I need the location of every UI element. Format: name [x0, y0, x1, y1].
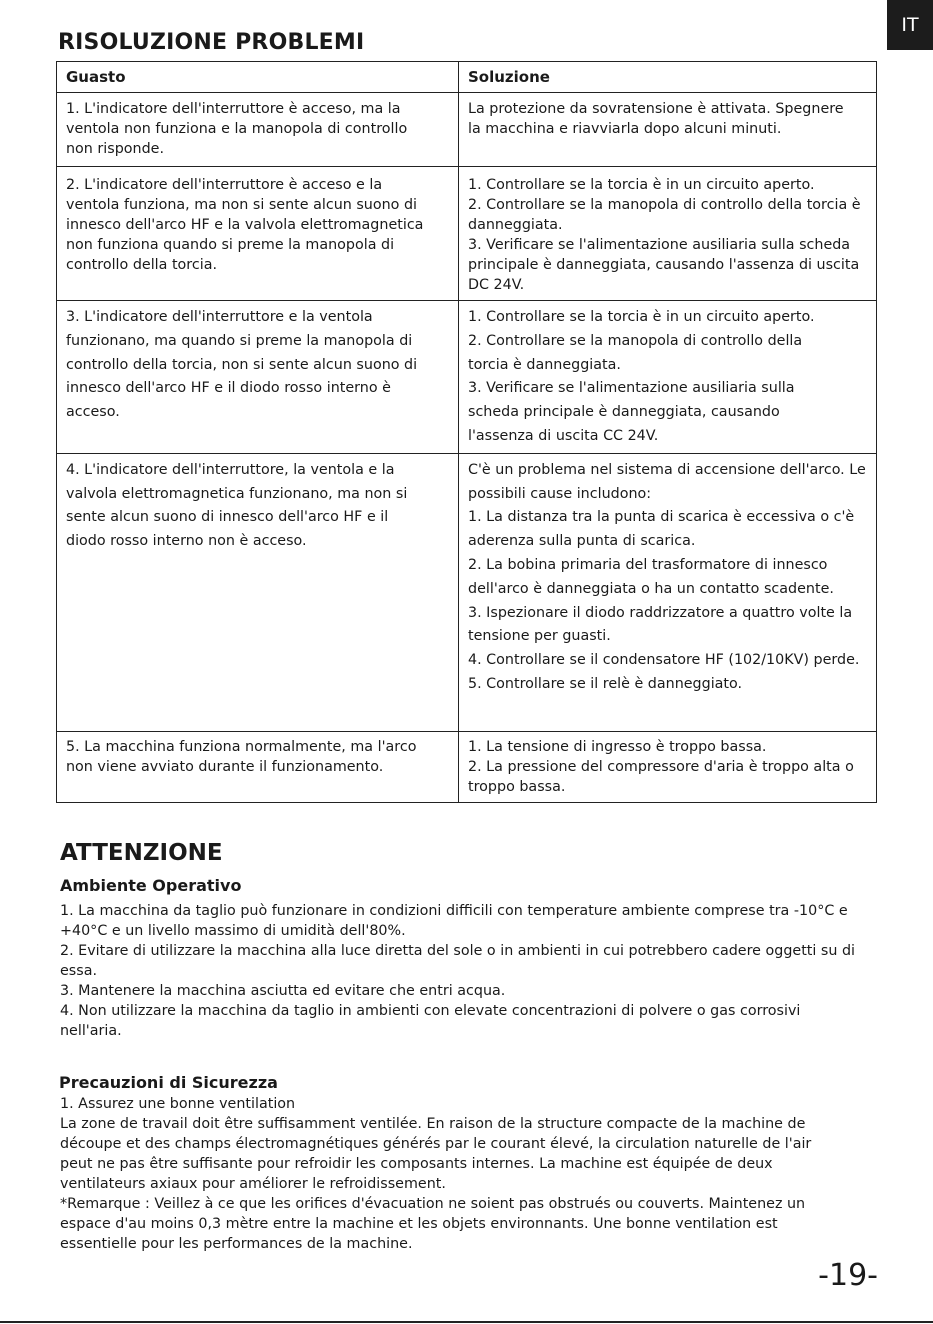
fault-cell: [57, 731, 459, 802]
text-line: controllo della torcia, non si sente alcun suono di: [66, 356, 418, 373]
fault-cell: [57, 301, 459, 454]
text-line: 3. Ispezionare il diodo raddrizzatore a quattro volte la: [468, 604, 853, 621]
text-line: 1. Controllare se la torcia è in un circuito aperto.: [468, 177, 815, 193]
bottom-divider: [0, 1321, 933, 1323]
text-line: controllo della torcia.: [66, 257, 217, 273]
text-line: La protezione da sovratensione è attivata. Spegnere: [468, 101, 844, 117]
text-line: 1. Assurez une bonne ventilation: [60, 1096, 296, 1112]
text-line: acceso.: [66, 404, 120, 421]
page-number: -19-: [818, 1258, 878, 1293]
text-line: tensione per guasti.: [468, 628, 611, 645]
text-line: non funziona quando si preme la manopola di: [66, 237, 395, 253]
text-line: 5. Controllare se il relè è danneggiato.: [468, 675, 743, 692]
header-fault: Guasto: [57, 62, 459, 93]
troubleshooting-table: [56, 61, 877, 803]
text-line: possibili cause includono:: [468, 485, 652, 502]
environment-heading: Ambiente Operativo: [60, 876, 242, 895]
text-line: 1. L'indicatore dell'interruttore è acceso, ma la: [66, 101, 401, 117]
text-line: peut ne pas être suffisante pour refroidir les composants internes. La machine est équipée de deux: [60, 1156, 773, 1172]
text-line: 1. La tensione di ingresso è troppo bassa.: [468, 738, 767, 755]
text-line: 3. Verificare se l'alimentazione ausiliaria sulla scheda: [468, 237, 851, 253]
solution-cell: [459, 301, 877, 454]
text-line: principale è danneggiata, causando l'assenza di uscita: [468, 257, 860, 273]
text-line: 2. Controllare se la manopola di controllo della torcia è: [468, 197, 861, 213]
text-line: danneggiata.: [468, 217, 563, 233]
text-line: La zone de travail doit être suffisamment ventilée. En raison de la structure compacte de la machine de: [60, 1116, 806, 1132]
text-line: 2. Controllare se la manopola di controllo della: [468, 332, 803, 349]
section-title: ATTENZIONE: [60, 840, 223, 866]
text-line: aderenza sulla punta di scarica.: [468, 533, 696, 550]
text-line: torcia è danneggiata.: [468, 356, 621, 373]
text-line: nell'aria.: [60, 1023, 122, 1039]
fault-cell: [57, 167, 459, 301]
table-row: [57, 93, 877, 167]
text-line: la macchina e riavviarla dopo alcuni minuti.: [468, 121, 782, 137]
text-line: C'è un problema nel sistema di accensione dell'arco. Le: [468, 461, 866, 478]
text-line: +40°C e un livello massimo di umidità dell'80%.: [60, 923, 406, 939]
table-row: [57, 453, 877, 731]
text-line: l'assenza di uscita CC 24V.: [468, 427, 659, 444]
text-line: sente alcun suono di innesco dell'arco HF e il: [66, 509, 389, 526]
text-line: 2. Evitare di utilizzare la macchina alla luce diretta del sole o in ambienti in cui potrebbero cadere oggetti su di: [60, 943, 856, 959]
text-line: funzionano, ma quando si preme la manopola di: [66, 332, 413, 349]
text-line: 1. La macchina da taglio può funzionare in condizioni difficili con temperature ambiente comprese tra -10°C e: [60, 903, 848, 919]
solution-cell: [459, 731, 877, 802]
table-row: [57, 731, 877, 802]
text-line: non viene avviato durante il funzionamento.: [66, 758, 384, 775]
text-line: DC 24V.: [468, 277, 525, 293]
safety-text: [60, 1094, 811, 1254]
text-line: découpe et des champs électromagnétiques générés par le courant élevé, la circulation naturelle de l'air: [60, 1136, 812, 1152]
text-line: 2. L'indicatore dell'interruttore è acceso e la: [66, 177, 383, 193]
text-line: espace d'au moins 0,3 mètre entre la machine et les objets environnants. Une bonne ventilation est: [60, 1216, 778, 1232]
text-line: ventilateurs axiaux pour améliorer le refroidissement.: [60, 1176, 446, 1192]
fault-cell: [57, 453, 459, 731]
text-line: innesco dell'arco HF e la valvola elettromagnetica: [66, 217, 424, 233]
text-line: ventola non funziona e la manopola di controllo: [66, 121, 408, 137]
solution-cell: [459, 453, 877, 731]
text-line: 4. Non utilizzare la macchina da taglio in ambienti con elevate concentrazioni di polvere o gas corrosivi: [60, 1003, 801, 1019]
table-header-row: [57, 62, 877, 93]
text-line: valvola elettromagnetica funzionano, ma non si: [66, 485, 408, 502]
text-line: ventola funziona, ma non si sente alcun suono di: [66, 197, 418, 213]
text-line: essa.: [60, 963, 97, 979]
text-line: innesco dell'arco HF e il diodo rosso interno è: [66, 380, 391, 397]
text-line: 1. La distanza tra la punta di scarica è eccessiva o c'è: [468, 509, 855, 526]
text-line: 2. La pressione del compressore d'aria è troppo alta o: [468, 758, 854, 775]
text-line: 1. Controllare se la torcia è in un circuito aperto.: [468, 309, 815, 325]
page-title: RISOLUZIONE PROBLEMI: [58, 30, 365, 55]
fault-cell: [57, 93, 459, 167]
table-row: [57, 167, 877, 301]
text-line: *Remarque : Veillez à ce que les orifices d'évacuation ne soient pas obstrués ou couverts. Maintenez un: [60, 1196, 806, 1212]
text-line: 3. Verificare se l'alimentazione ausiliaria sulla: [468, 380, 795, 397]
text-line: 3. L'indicatore dell'interruttore e la ventola: [66, 309, 373, 325]
text-line: scheda principale è danneggiata, causando: [468, 404, 780, 421]
text-line: 4. Controllare se il condensatore HF (102/10KV) perde.: [468, 652, 860, 669]
language-tab: IT: [887, 0, 933, 50]
text-line: diodo rosso interno non è acceso.: [66, 533, 307, 550]
text-line: non risponde.: [66, 141, 165, 157]
text-line: troppo bassa.: [468, 778, 566, 795]
text-line: 5. La macchina funziona normalmente, ma l'arco: [66, 738, 417, 755]
text-line: 2. La bobina primaria del trasformatore di innesco: [468, 556, 828, 573]
header-solution: Soluzione: [459, 62, 877, 93]
text-line: dell'arco è danneggiata o ha un contatto scadente.: [468, 580, 834, 597]
solution-cell: [459, 93, 877, 167]
text-line: 3. Mantenere la macchina asciutta ed evitare che entri acqua.: [60, 983, 506, 999]
environment-text: [60, 901, 855, 1041]
text-line: essentielle pour les performances de la machine.: [60, 1236, 413, 1252]
solution-cell: [459, 167, 877, 301]
text-line: 4. L'indicatore dell'interruttore, la ventola e la: [66, 461, 395, 478]
table-row: [57, 301, 877, 454]
safety-heading: Precauzioni di Sicurezza: [59, 1073, 278, 1092]
